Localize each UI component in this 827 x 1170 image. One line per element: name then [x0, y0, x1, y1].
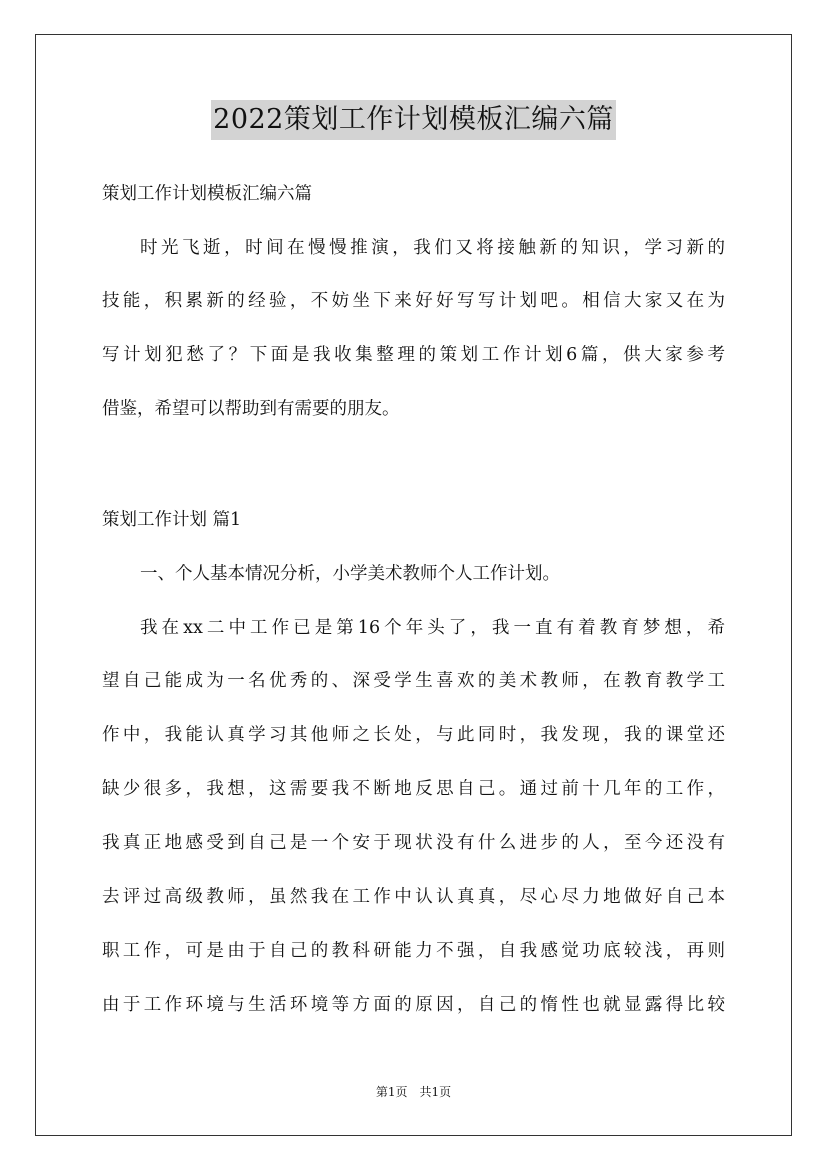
section-line: 我真正地感受到自己是一个安于现状没有什么进步的人，至今还没有	[102, 833, 725, 853]
document-subtitle: 策划工作计划模板汇编六篇	[102, 184, 312, 204]
section-line: 缺少很多，我想，这需要我不断地反思自己。通过前十几年的工作，	[102, 779, 725, 799]
section-line: 一、个人基本情况分析，小学美术教师个人工作计划。	[140, 564, 560, 584]
page-number: 第1页	[375, 1085, 408, 1099]
section-line: 职工作，可是由于自己的教科研能力不强，自我感觉功底较浅，再则	[102, 941, 725, 961]
document-title-text: 2022策划工作计划模板汇编六篇	[211, 100, 616, 140]
section-line: 我在xx二中工作已是第16个年头了，我一直有着教育梦想，希	[140, 618, 725, 638]
section-line: 作中，我能认真学习其他师之长处，与此同时，我发现，我的课堂还	[102, 725, 725, 745]
intro-line: 技能，积累新的经验，不妨坐下来好好写写计划吧。相信大家又在为	[102, 291, 725, 311]
page-footer	[0, 1084, 827, 1100]
page-total: 共1页	[419, 1085, 452, 1099]
intro-line: 时光飞逝，时间在慢慢推演，我们又将接触新的知识，学习新的	[140, 238, 725, 258]
intro-line: 写计划犯愁了？下面是我收集整理的策划工作计划6篇，供大家参考	[102, 345, 725, 365]
section-line: 由于工作环境与生活环境等方面的原因，自己的惰性也就显露得比较	[102, 995, 725, 1015]
section-heading: 策划工作计划 篇1	[102, 510, 242, 530]
intro-line: 借鉴，希望可以帮助到有需要的朋友。	[102, 399, 400, 419]
document-title	[0, 100, 827, 140]
section-line: 望自己能成为一名优秀的、深受学生喜欢的美术教师，在教育教学工	[102, 671, 725, 691]
section-line: 去评过高级教师，虽然我在工作中认认真真，尽心尽力地做好自己本	[102, 887, 725, 907]
